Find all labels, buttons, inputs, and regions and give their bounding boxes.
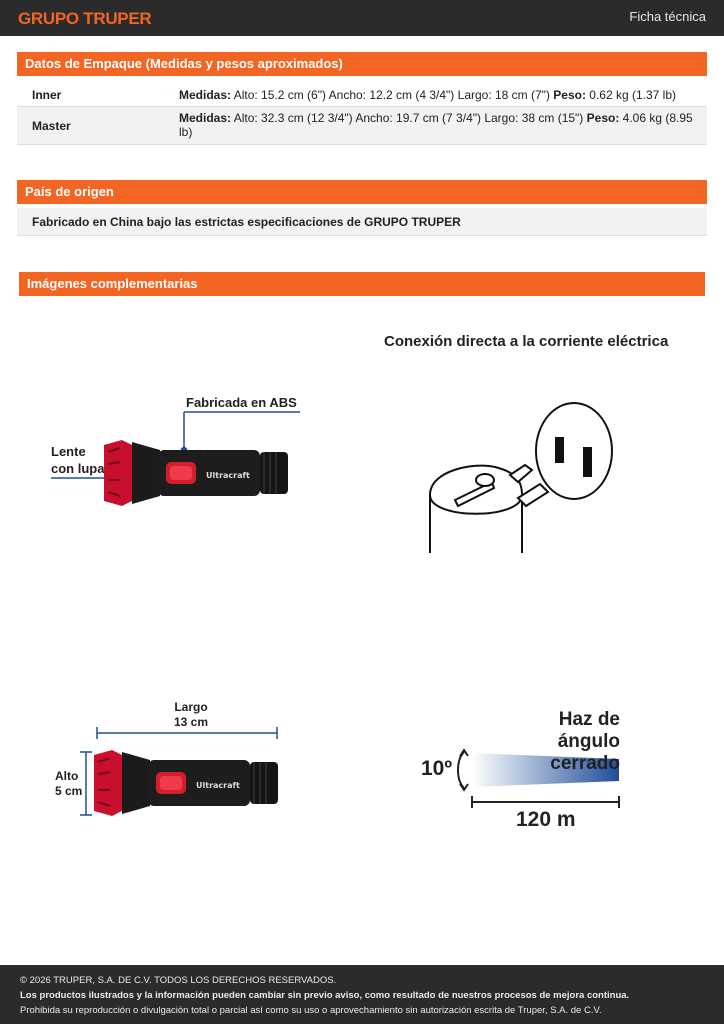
weight-label: Peso: [586, 111, 620, 125]
footer-copyright: © 2026 TRUPER, S.A. DE C.V. TODOS LOS DERECHOS RESERVADOS. [20, 975, 337, 986]
flashlight-icon [104, 440, 288, 506]
weight-value: 0.62 kg (1.37 lb) [585, 88, 677, 102]
row-label: Master [32, 119, 71, 133]
beam-title [503, 709, 620, 775]
lens-label-line1: Lente [51, 444, 86, 459]
packaging-header: Datos de Empaque (Medidas y pesos aproximados) [17, 52, 707, 76]
height-label-line1: Alto [55, 769, 79, 783]
height-label [55, 769, 82, 799]
document-type: Ficha técnica [629, 9, 706, 24]
measures-value: Alto: 32.3 cm (12 3/4") Ancho: 19.7 cm (7 3/4") Largo: 38 cm (15") [231, 111, 587, 125]
product-brand-text: Ultracraft [196, 781, 240, 790]
material-label: Fabricada en ABS [186, 395, 297, 410]
weight-value: 4.06 kg (8.95 lb) [179, 111, 693, 139]
length-label-line1: Largo [174, 700, 208, 714]
beam-title-line2: cerrado [550, 753, 620, 774]
connection-title: Conexión directa a la corriente eléctrica [384, 333, 669, 350]
height-label-line2: 5 cm [55, 784, 83, 798]
flashlight-icon-dimensions [94, 750, 278, 816]
measures-value: Alto: 15.2 cm (6") Ancho: 12.2 cm (4 3/4") Largo: 18 cm (7") [231, 88, 554, 102]
beam-distance: 120 m [516, 808, 576, 831]
footer-legal: Prohibida su reproducción o divulgación total o parcial así como su uso o aprovechamiento sin autorización escrita de Truper, S.A. de C.V. [20, 1005, 602, 1016]
images-header: Imágenes complementarias [19, 272, 705, 296]
plug-outlet-illustration [430, 403, 612, 553]
brand-logo: GRUPO TRUPER [18, 9, 152, 28]
origin-header: País de origen [17, 180, 707, 204]
weight-label: Peso: [553, 88, 586, 102]
measures-label: Medidas: [179, 111, 232, 125]
row-label: Inner [32, 88, 62, 102]
beam-title-line1: Haz de ángulo [557, 709, 620, 752]
footer-notice: Los productos ilustrados y la información pueden cambiar sin previo aviso, como resultado de nuestros procesos de mejora continua. [20, 990, 630, 1001]
product-brand-text: Ultracraft [206, 471, 250, 480]
length-label [174, 700, 208, 730]
length-label-line2: 13 cm [174, 715, 209, 729]
origin-text: Fabricado en China bajo las estrictas especificaciones de GRUPO TRUPER [17, 208, 707, 236]
lens-label-line2: con lupa [51, 461, 105, 476]
measures-label: Medidas: [179, 88, 232, 102]
footer [0, 965, 724, 1024]
beam-angle: 10º [421, 757, 453, 780]
